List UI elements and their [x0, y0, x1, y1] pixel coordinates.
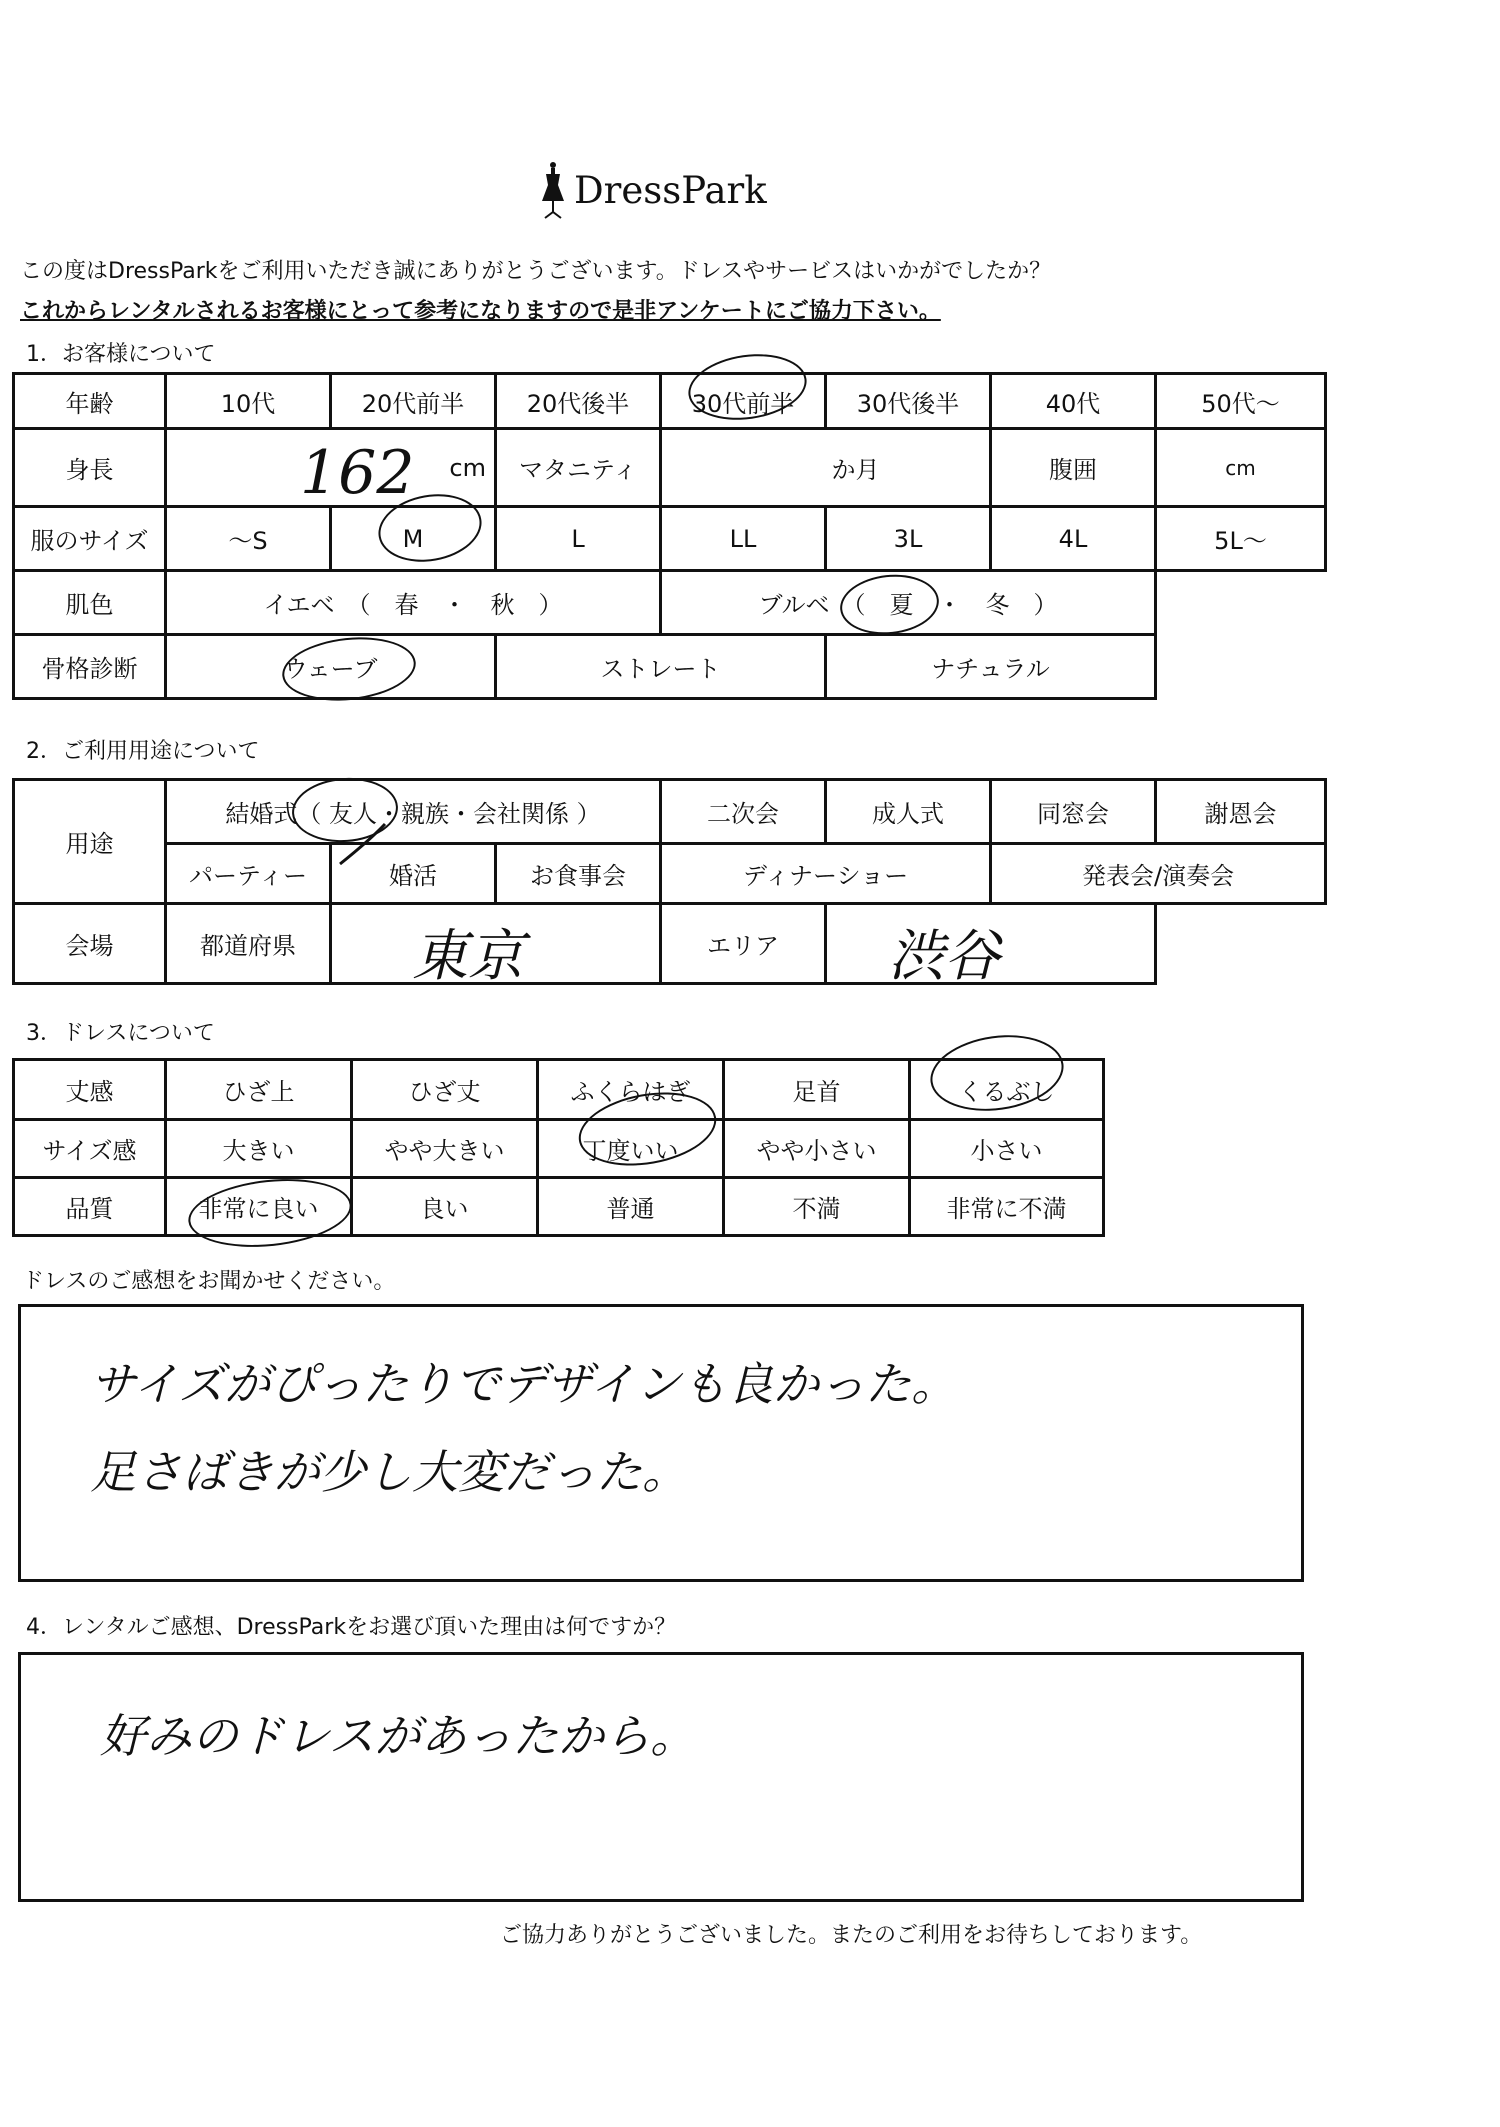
empty-cell	[1156, 635, 1326, 699]
size-option[interactable]: 3L	[826, 507, 991, 571]
maternity-field[interactable]	[661, 429, 991, 507]
quality-option[interactable]: 普通	[538, 1178, 724, 1236]
length-label: 丈感	[14, 1060, 166, 1120]
section-1-title: 1．お客様について	[26, 342, 216, 367]
quality-option-selected[interactable]: 非常に良い	[166, 1178, 352, 1236]
section-2-title: 2．ご利用用途について	[26, 739, 260, 764]
dress-comment-prompt: ドレスのご感想をお聞かせください。	[22, 1269, 396, 1294]
logo-text: DressPark	[574, 168, 767, 212]
reason-answer-box[interactable]	[18, 1652, 1304, 1902]
fit-option[interactable]: やや小さい	[724, 1120, 910, 1178]
section-3-title: 3．ドレスについて	[26, 1021, 215, 1046]
purpose-label: 用途	[14, 780, 166, 904]
age-option[interactable]: 30代後半	[826, 374, 991, 429]
quality-row	[14, 1178, 1104, 1236]
length-option[interactable]: ひざ上	[166, 1060, 352, 1120]
size-label: 服のサイズ	[14, 507, 166, 571]
fit-label: サイズ感	[14, 1120, 166, 1178]
footer-thanks: ご協力ありがとうございました。またのご利用をお待ちしております。	[500, 1923, 1203, 1948]
intro-line-2: これからレンタルされるお客様にとって参考になりますので是非アンケートにご協力下さい。	[20, 299, 941, 324]
frame-row	[14, 635, 1326, 699]
prefecture-label: 都道府県	[166, 904, 331, 984]
quality-option[interactable]: 良い	[352, 1178, 538, 1236]
reason-answer-text: 好みのドレスがあったから。	[100, 1709, 697, 1763]
venue-row	[14, 904, 1326, 984]
dress-mannequin-icon	[540, 161, 566, 219]
size-option[interactable]: L	[496, 507, 661, 571]
fit-option[interactable]: 大きい	[166, 1120, 352, 1178]
quality-option[interactable]: 不満	[724, 1178, 910, 1236]
age-option[interactable]: 20代前半	[331, 374, 496, 429]
frame-option[interactable]: ナチュラル	[826, 635, 1156, 699]
skin-label: 肌色	[14, 571, 166, 635]
age-row	[14, 374, 1326, 429]
area-handwritten-value: 渋谷	[888, 924, 1000, 989]
dress-comment-line-1: サイズがぴったりでデザインも良かった。	[90, 1357, 958, 1411]
usage-pen-stroke	[330, 820, 390, 870]
length-option[interactable]: 足首	[724, 1060, 910, 1120]
size-option[interactable]: LL	[661, 507, 826, 571]
fit-row	[14, 1120, 1104, 1178]
size-option[interactable]: 5L～	[1156, 507, 1326, 571]
size-option-selected[interactable]: M	[331, 507, 496, 571]
frame-option-selected[interactable]: ウェーブ	[166, 635, 496, 699]
height-unit: cm	[449, 453, 486, 482]
usage-option-wedding[interactable]: 結婚式（ 友人・親族・会社関係 ）	[166, 780, 661, 844]
height-row	[14, 429, 1326, 507]
customer-table	[12, 372, 1327, 700]
section-4-title: 4．レンタルご感想、DressParkをお選び頂いた理由は何ですか？	[26, 1615, 677, 1640]
waist-label: 腹囲	[991, 429, 1156, 507]
size-row	[14, 507, 1326, 571]
usage-option[interactable]: 発表会/演奏会	[991, 844, 1326, 904]
waist-field[interactable]	[1156, 429, 1326, 507]
size-option[interactable]: 4L	[991, 507, 1156, 571]
age-option[interactable]: 10代	[166, 374, 331, 429]
size-option[interactable]: ～S	[166, 507, 331, 571]
usage-table	[12, 778, 1327, 985]
length-option[interactable]: ふくらはぎ	[538, 1060, 724, 1120]
usage-option[interactable]: パーティー	[166, 844, 331, 904]
usage-option[interactable]: 二次会	[661, 780, 826, 844]
age-option[interactable]: 40代	[991, 374, 1156, 429]
months-unit: か月	[831, 456, 880, 484]
usage-option[interactable]: 婚活	[331, 844, 496, 904]
usage-option[interactable]: 成人式	[826, 780, 991, 844]
usage-row-1	[14, 780, 1326, 844]
quality-option[interactable]: 非常に不満	[910, 1178, 1104, 1236]
quality-label: 品質	[14, 1178, 166, 1236]
area-label: エリア	[661, 904, 826, 984]
age-option[interactable]: 50代～	[1156, 374, 1326, 429]
skin-row	[14, 571, 1326, 635]
empty-cell	[1156, 571, 1326, 635]
frame-option[interactable]: ストレート	[496, 635, 826, 699]
fit-option[interactable]: やや大きい	[352, 1120, 538, 1178]
age-label: 年齢	[14, 374, 166, 429]
usage-row-2	[14, 844, 1326, 904]
maternity-label: マタニティ	[496, 429, 661, 507]
usage-option[interactable]: ディナーショー	[661, 844, 991, 904]
usage-option[interactable]: 謝恩会	[1156, 780, 1326, 844]
age-option-selected[interactable]: 30代前半	[661, 374, 826, 429]
length-option[interactable]: ひざ丈	[352, 1060, 538, 1120]
length-option-selected[interactable]: くるぶし	[910, 1060, 1104, 1120]
fit-option[interactable]: 小さい	[910, 1120, 1104, 1178]
fit-option-selected[interactable]: 丁度いい	[538, 1120, 724, 1178]
dress-comment-line-2: 足さばきが少し大変だった。	[90, 1445, 688, 1499]
height-label: 身長	[14, 429, 166, 507]
skin-blue-option[interactable]: ブルベ （ 夏 ・ 冬 ）	[661, 571, 1156, 635]
prefecture-handwritten-value: 東京	[412, 924, 524, 989]
skin-yellow-option[interactable]: イエベ （ 春 ・ 秋 ）	[166, 571, 661, 635]
empty-cell	[1156, 904, 1326, 984]
frame-label: 骨格診断	[14, 635, 166, 699]
waist-unit: cm	[1225, 455, 1256, 480]
intro-line-1: この度はDressParkをご利用いただき誠にありがとうございます。ドレスやサービスはいかがでしたか？	[20, 259, 1052, 284]
logo	[540, 160, 767, 220]
usage-option[interactable]: 同窓会	[991, 780, 1156, 844]
usage-option[interactable]: お食事会	[496, 844, 661, 904]
venue-label: 会場	[14, 904, 166, 984]
age-option[interactable]: 20代後半	[496, 374, 661, 429]
height-handwritten-value: 162	[300, 438, 415, 508]
